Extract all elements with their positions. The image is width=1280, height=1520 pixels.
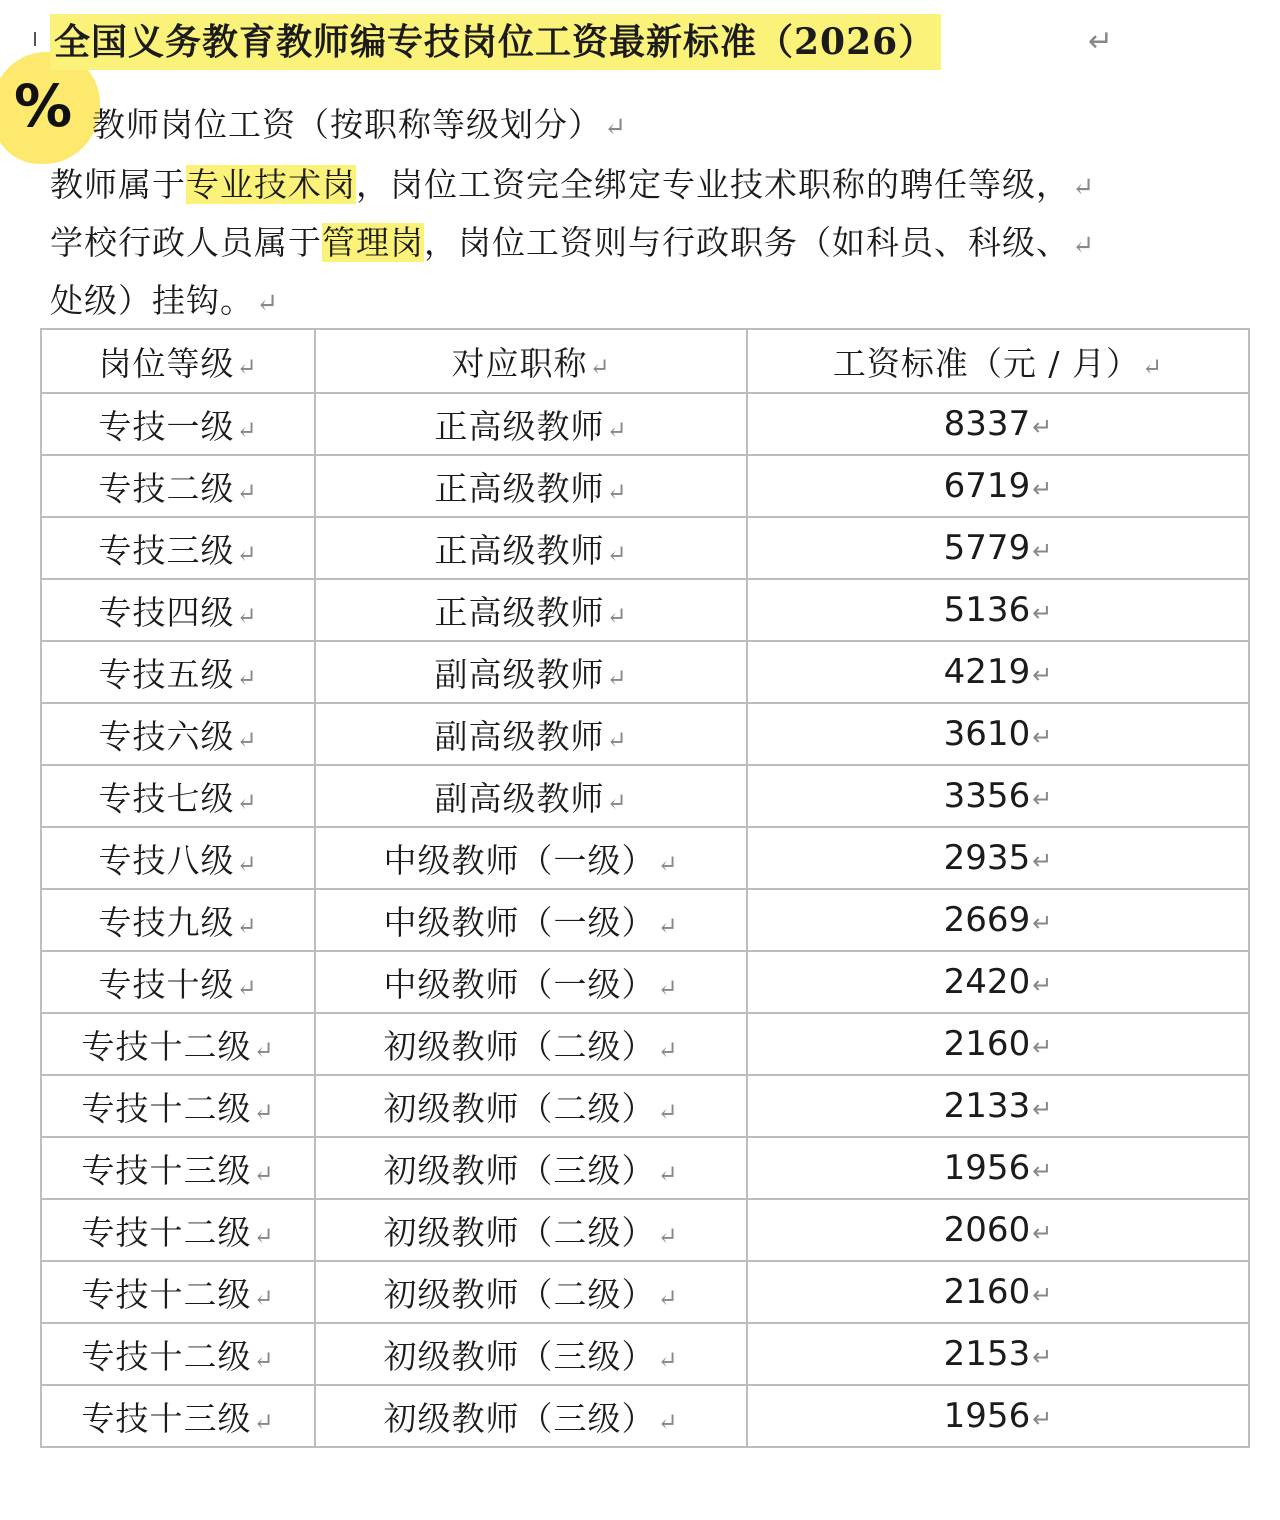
- cell-salary: 5136↵: [747, 579, 1249, 641]
- paragraph-line-1: 教师属于专业技术岗，岗位工资完全绑定专业技术职称的聘任等级，↵: [50, 165, 1096, 204]
- return-mark-icon: ↵: [236, 415, 258, 444]
- cell-grade: 专技二级↵: [41, 455, 315, 517]
- cell-title: 副高级教师↵: [315, 703, 747, 765]
- return-mark-icon: ↵: [256, 288, 280, 319]
- table-row: [41, 517, 1249, 579]
- cell-grade: 专技四级↵: [41, 579, 315, 641]
- cell-title: 副高级教师↵: [315, 765, 747, 827]
- return-mark-icon: ↵: [1032, 1405, 1053, 1433]
- return-mark-icon: ↵: [657, 849, 679, 878]
- header-title: 对应职称↵: [315, 329, 747, 393]
- cell-grade: 专技八级↵: [41, 827, 315, 889]
- return-mark-icon: ↵: [606, 725, 628, 754]
- table-row: [41, 579, 1249, 641]
- return-mark-icon: ↵: [606, 601, 628, 630]
- cell-salary: 2060↵: [747, 1199, 1249, 1261]
- cell-title: 初级教师（二级）↵: [315, 1013, 747, 1075]
- cell-title: 中级教师（一级）↵: [315, 827, 747, 889]
- return-mark-icon: ↵: [604, 112, 628, 143]
- header-grade: 岗位等级↵: [41, 329, 315, 393]
- cell-salary: 8337↵: [747, 393, 1249, 455]
- table-row: [41, 827, 1249, 889]
- cell-title: 初级教师（三级）↵: [315, 1323, 747, 1385]
- table-row: [41, 765, 1249, 827]
- return-mark-icon: ↵: [1032, 599, 1053, 627]
- return-mark-icon: ↵: [253, 1283, 275, 1312]
- table-row: [41, 1075, 1249, 1137]
- return-mark-icon: ↵: [236, 849, 258, 878]
- return-mark-icon: ↵: [1072, 230, 1096, 261]
- return-mark-icon: ↵: [657, 1221, 679, 1250]
- return-mark-icon: ↵: [1032, 1157, 1053, 1185]
- table-row: [41, 703, 1249, 765]
- cell-grade: 专技三级↵: [41, 517, 315, 579]
- cell-title: 初级教师（二级）↵: [315, 1261, 747, 1323]
- cell-grade: 专技九级↵: [41, 889, 315, 951]
- return-mark-icon: ↵: [1032, 785, 1053, 813]
- cell-grade: 专技五级↵: [41, 641, 315, 703]
- table-row: [41, 951, 1249, 1013]
- cell-grade: 专技十三级↵: [41, 1385, 315, 1447]
- cell-title: 初级教师（三级）↵: [315, 1385, 747, 1447]
- return-mark-icon: ↵: [1032, 475, 1053, 503]
- return-mark-icon: ↵: [1032, 909, 1053, 937]
- return-mark-icon: ↵: [253, 1407, 275, 1436]
- return-mark-icon: ↵: [606, 663, 628, 692]
- return-mark-icon: ↵: [1032, 537, 1053, 565]
- cell-grade: 专技七级↵: [41, 765, 315, 827]
- return-mark-icon: ↵: [1032, 1343, 1053, 1371]
- return-mark-icon: ↵: [253, 1097, 275, 1126]
- table-row: [41, 1261, 1249, 1323]
- cell-salary: 2153↵: [747, 1323, 1249, 1385]
- section-heading: 教师岗位工资（按职称等级划分）↵: [92, 105, 628, 144]
- return-mark-icon: ↵: [236, 725, 258, 754]
- table-row: [41, 1137, 1249, 1199]
- cell-grade: 专技十二级↵: [41, 1323, 315, 1385]
- cell-title: 正高级教师↵: [315, 517, 747, 579]
- cell-title: 正高级教师↵: [315, 579, 747, 641]
- return-mark-icon: ↵: [236, 787, 258, 816]
- return-mark-icon: ↵: [657, 911, 679, 940]
- header-salary: 工资标准（元 / 月）↵: [747, 329, 1249, 393]
- cell-salary: 3356↵: [747, 765, 1249, 827]
- return-mark-icon: ↵: [657, 1159, 679, 1188]
- cell-salary: 1956↵: [747, 1385, 1249, 1447]
- cell-grade: 专技十二级↵: [41, 1261, 315, 1323]
- cell-grade: 专技十二级↵: [41, 1075, 315, 1137]
- cursor-mark: [34, 32, 36, 46]
- highlight-management-post: 管理岗: [322, 223, 424, 262]
- cell-title: 副高级教师↵: [315, 641, 747, 703]
- salary-table-container: [40, 328, 1248, 1448]
- return-mark-icon: ↵: [606, 477, 628, 506]
- cell-salary: 4219↵: [747, 641, 1249, 703]
- return-mark-icon: ↵: [236, 601, 258, 630]
- table-row: [41, 1013, 1249, 1075]
- document-title: [50, 14, 941, 70]
- cell-title: 初级教师（二级）↵: [315, 1199, 747, 1261]
- cell-grade: 专技十级↵: [41, 951, 315, 1013]
- cell-title: 中级教师（一级）↵: [315, 889, 747, 951]
- return-mark-icon: ↵: [1032, 1219, 1053, 1247]
- cell-grade: 专技十二级↵: [41, 1199, 315, 1261]
- title-text: 全国义务教育教师编专技岗位工资最新标准（2026）: [54, 21, 936, 63]
- return-mark-icon: ↵: [657, 1407, 679, 1436]
- table-row: [41, 393, 1249, 455]
- return-mark-icon: ↵: [253, 1035, 275, 1064]
- cell-salary: 2420↵: [747, 951, 1249, 1013]
- cell-grade: 专技十三级↵: [41, 1137, 315, 1199]
- cell-grade: 专技六级↵: [41, 703, 315, 765]
- return-mark-icon: ↵: [657, 973, 679, 1002]
- return-mark-icon: ↵: [236, 663, 258, 692]
- cell-salary: 2669↵: [747, 889, 1249, 951]
- return-mark-icon: ↵: [1032, 1033, 1053, 1061]
- cell-salary: 2935↵: [747, 827, 1249, 889]
- table-row: [41, 889, 1249, 951]
- cell-title: 初级教师（二级）↵: [315, 1075, 747, 1137]
- return-mark-icon: ↵: [236, 539, 258, 568]
- return-mark-icon: ↵: [236, 477, 258, 506]
- cell-salary: 2133↵: [747, 1075, 1249, 1137]
- table-row: [41, 1199, 1249, 1261]
- table-row: [41, 455, 1249, 517]
- table-row: [41, 641, 1249, 703]
- table-row: [41, 1323, 1249, 1385]
- return-mark-icon: ↵: [1032, 413, 1053, 441]
- cell-salary: 3610↵: [747, 703, 1249, 765]
- return-mark-icon: ↵: [236, 911, 258, 940]
- return-mark-icon: ↵: [236, 973, 258, 1002]
- return-mark-icon: ↵: [1032, 847, 1053, 875]
- return-mark-icon: ↵: [253, 1159, 275, 1188]
- table-row: [41, 1385, 1249, 1447]
- return-mark-icon: ↵: [253, 1345, 275, 1374]
- table-header-row: [41, 329, 1249, 393]
- return-mark-icon: ↵: [1032, 1095, 1053, 1123]
- table-body: [41, 393, 1249, 1447]
- cell-grade: 专技十二级↵: [41, 1013, 315, 1075]
- cell-salary: 6719↵: [747, 455, 1249, 517]
- return-mark-icon: ↵: [657, 1345, 679, 1374]
- return-mark-icon: ↵: [606, 415, 628, 444]
- return-mark-icon: ↵: [657, 1097, 679, 1126]
- return-mark-icon: ↵: [1072, 172, 1096, 203]
- cell-title: 初级教师（三级）↵: [315, 1137, 747, 1199]
- paragraph-line-2: 学校行政人员属于管理岗，岗位工资则与行政职务（如科员、科级、↵: [50, 223, 1096, 262]
- return-mark-icon: ↵: [657, 1035, 679, 1064]
- salary-table: [40, 328, 1250, 1448]
- return-mark-icon: ↵: [253, 1221, 275, 1250]
- cell-title: 正高级教师↵: [315, 455, 747, 517]
- cell-title: 正高级教师↵: [315, 393, 747, 455]
- cell-title: 中级教师（一级）↵: [315, 951, 747, 1013]
- return-mark-icon: ↵: [606, 539, 628, 568]
- return-mark-icon: ↵: [1088, 24, 1114, 59]
- return-mark-icon: ↵: [1032, 723, 1053, 751]
- percent-icon: %: [14, 72, 73, 140]
- return-mark-icon: ↵: [1032, 971, 1053, 999]
- cell-salary: 1956↵: [747, 1137, 1249, 1199]
- paragraph-line-3: 处级）挂钩。↵: [50, 281, 280, 320]
- return-mark-icon: ↵: [1032, 661, 1053, 689]
- return-mark-icon: ↵: [1032, 1281, 1053, 1309]
- cell-salary: 2160↵: [747, 1013, 1249, 1075]
- cell-salary: 2160↵: [747, 1261, 1249, 1323]
- return-mark-icon: ↵: [606, 787, 628, 816]
- cell-grade: 专技一级↵: [41, 393, 315, 455]
- highlight-professional-post: 专业技术岗: [186, 165, 356, 204]
- cell-salary: 5779↵: [747, 517, 1249, 579]
- return-mark-icon: ↵: [657, 1283, 679, 1312]
